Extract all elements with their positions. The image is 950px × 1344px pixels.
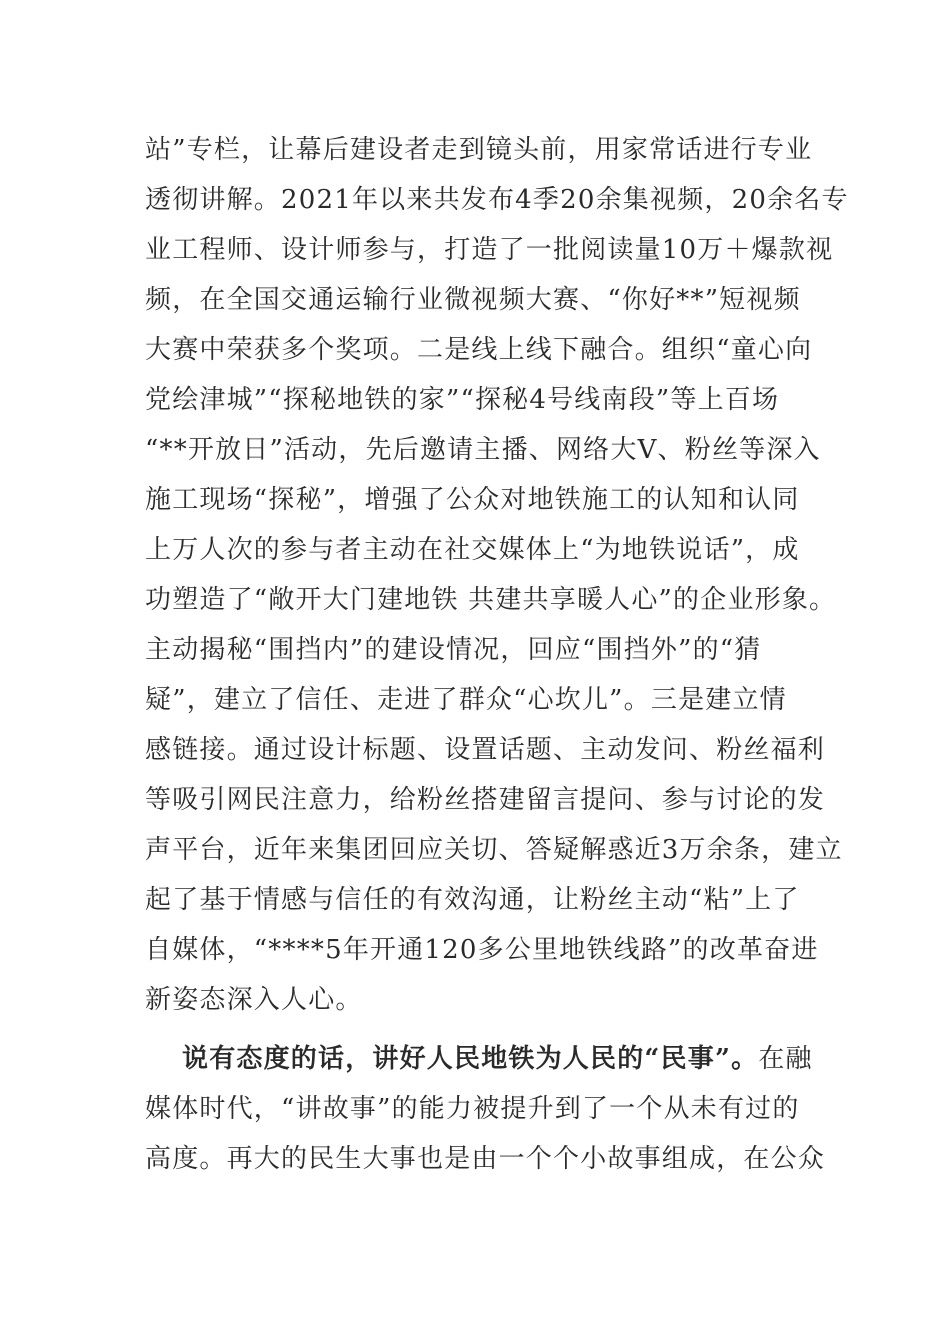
paragraph-first-line: [182, 1044, 813, 1074]
paragraph-line: 大赛中荣获多个奖项。二是线上线下融合。组织“童心向: [145, 335, 813, 365]
paragraph-line: 党绘津城”“探秘地铁的家”“探秘4号线南段”等上百场: [145, 385, 780, 415]
paragraph-line: 起了基于情感与信任的有效沟通，让粉丝主动“粘”上了: [145, 885, 800, 915]
paragraph-line: 上万人次的参与者主动在社交媒体上“为地铁说话”，成: [145, 535, 800, 565]
paragraph-line: 声平台，近年来集团回应关切、答疑解惑近3万余条，建立: [145, 835, 843, 865]
paragraph-line: 透彻讲解。2021年以来共发布4季20余集视频，20余名专: [145, 185, 849, 215]
paragraph-line: 业工程师、设计师参与，打造了一批阅读量10万＋爆款视: [145, 235, 834, 265]
heading-tail-text: 在融: [758, 1044, 813, 1074]
paragraph-line: 媒体时代，“讲故事”的能力被提升到了一个从未有过的: [145, 1094, 800, 1124]
paragraph-line: 自媒体，“****5年开通120多公里地铁线路”的改革奋进: [145, 935, 819, 965]
paragraph-line: 疑”，建立了信任、走进了群众“心坎儿”。三是建立情: [145, 685, 787, 715]
paragraph-line: 施工现场“探秘”，增强了公众对地铁施工的认知和认同: [145, 485, 800, 515]
paragraph-line: 功塑造了“敞开大门建地铁 共建共享暖人心”的企业形象。: [145, 585, 837, 615]
paragraph-line: 等吸引网民注意力，给粉丝搭建留言提问、参与讨论的发: [145, 785, 826, 815]
paragraph-line: 高度。再大的民生大事也是由一个个小故事组成，在公众: [145, 1144, 826, 1174]
paragraph-line: 频，在全国交通运输行业微视频大赛、“你好**”短视频: [145, 285, 801, 315]
paragraph-line: 新姿态深入人心。: [145, 985, 363, 1015]
paragraph-line: “**开放日”活动，先后邀请主播、网络大V、粉丝等深入: [145, 435, 821, 465]
section-heading: 说有态度的话，讲好人民地铁为人民的“民事”。: [182, 1044, 759, 1074]
paragraph-line: 主动揭秘“围挡内”的建设情况，回应“围挡外”的“猜: [145, 635, 762, 665]
paragraph-line: 站”专栏，让幕后建设者走到镜头前，用家常话进行专业: [145, 135, 813, 165]
paragraph-line: 感链接。通过设计标题、设置话题、主动发问、粉丝福利: [145, 735, 826, 765]
